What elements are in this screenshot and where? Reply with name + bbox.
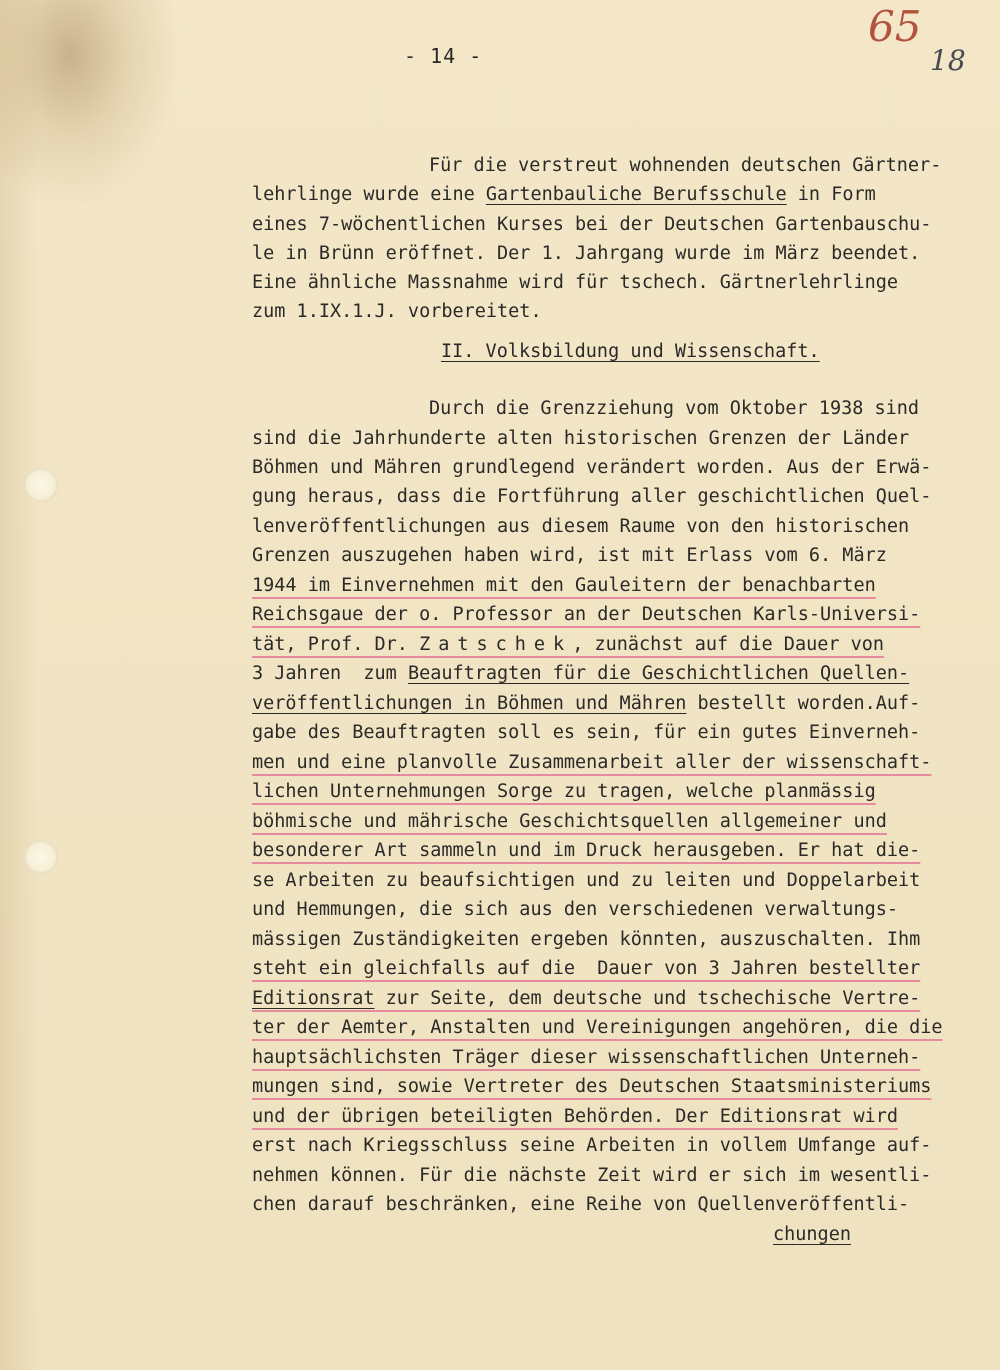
text-line: Für die verstreut wohnenden deutschen Gärtner-: [429, 155, 942, 176]
text-line: Eine ähnliche Massnahme wird für tschech. Gärtnerlehrlinge: [252, 272, 899, 293]
text-run: bestellt worden.Auf-: [686, 693, 921, 714]
text-line: gabe des Beauftragten soll es sein, für ein gutes Einverneh-: [252, 722, 921, 743]
text-line: Grenzen auszugehen haben wird, ist mit Erlass vom 6. März: [252, 545, 887, 566]
text-run: 3 Jahren zum: [252, 663, 408, 684]
text-line: [252, 665, 909, 684]
text-line: Böhmen und Mähren grundlegend verändert worden. Aus der Erwä-: [252, 457, 932, 478]
text-line: [252, 636, 884, 655]
text-line: erst nach Kriegsschluss seine Arbeiten in vollem Umfange auf-: [252, 1135, 932, 1156]
folio-number-red: 65: [868, 2, 922, 51]
text-line: mässigen Zuständigkeiten ergeben könnten, auszuschalten. Ihm: [252, 929, 921, 950]
text-line: nehmen können. Für die nächste Zeit wird er sich im wesentli-: [252, 1165, 932, 1186]
text-line: eines 7-wöchentlichen Kurses bei der Deutschen Gartenbauschu-: [252, 214, 932, 235]
text-line: gung heraus, dass die Fortführung aller geschichtlichen Quel-: [252, 486, 932, 507]
text-line: lichen Unternehmungen Sorge zu tragen, welche planmässig: [252, 781, 876, 802]
text-line: und Hemmungen, die sich aus den verschiedenen verwaltungs-: [252, 899, 899, 920]
text-line: mungen sind, sowie Vertreter des Deutschen Staatsministeriums: [252, 1076, 932, 1097]
text-line: chen darauf beschränken, eine Reihe von Quellenveröffentli-: [252, 1194, 910, 1215]
punch-hole: [24, 468, 58, 502]
text-line: [252, 186, 876, 205]
text-line: lenveröffentlichungen aus diesem Raume von den historischen: [252, 516, 910, 537]
text-line: le in Brünn eröffnet. Der 1. Jahrgang wurde im März beendet.: [252, 243, 921, 264]
spaced-name: Zatschek: [419, 634, 573, 655]
text-line: Durch die Grenzziehung vom Oktober 1938 sind: [429, 398, 920, 419]
text-line: und der übrigen beteiligten Behörden. Der Editionsrat wird: [252, 1106, 899, 1127]
text-line: steht ein gleichfalls auf die Dauer von 3 Jahren bestellter: [252, 958, 921, 979]
text-run: , zunächst auf die Dauer von: [572, 634, 885, 655]
text-line: se Arbeiten zu beaufsichtigen und zu leiten und Doppelarbeit: [252, 870, 921, 891]
section-heading: II. Volksbildung und Wissenschaft.: [441, 341, 820, 362]
text-run: lehrlinge wurde eine: [252, 184, 486, 205]
punch-hole: [24, 840, 58, 874]
text-line: Reichsgaue der o. Professor an der Deutschen Karls-Universi-: [252, 604, 921, 625]
text-line: besonderer Art sammeln und im Druck herausgeben. Er hat die-: [252, 840, 921, 861]
text-line: [252, 990, 920, 1009]
underlined-phrase: Gartenbauliche Berufsschule: [485, 184, 787, 205]
text-line: zum 1.IX.1.J. vorbereitet.: [252, 301, 542, 322]
folio-number-pencil: 18: [930, 44, 966, 77]
text-line: hauptsächlichsten Träger dieser wissenschaftlichen Unterneh-: [252, 1047, 921, 1068]
text-run: in Form: [786, 184, 876, 205]
catchword: chungen: [773, 1224, 851, 1245]
text-run: tät, Prof. Dr.: [252, 634, 420, 655]
text-line: sind die Jahrhunderte alten historischen Grenzen der Länder: [252, 428, 910, 449]
underlined-phrase: Beauftragten für die Geschichtlichen Quellen-: [407, 663, 910, 684]
text-line: [252, 695, 920, 714]
text-line: 1944 im Einvernehmen mit den Gauleitern der benachbarten: [252, 575, 876, 596]
page-number: - 14 -: [404, 44, 483, 68]
text-line: böhmische und mährische Geschichtsquellen allgemeiner und: [252, 811, 887, 832]
underlined-phrase: Editionsrat: [252, 988, 375, 1009]
underlined-phrase: veröffentlichungen in Böhmen und Mähren: [252, 693, 687, 714]
text-run: zur Seite, dem deutsche und tschechische Vertre-: [374, 988, 921, 1009]
text-line: men und eine planvolle Zusammenarbeit aller der wissenschaft-: [252, 752, 932, 773]
text-line: ter der Aemter, Anstalten und Vereinigungen angehören, die die: [252, 1017, 943, 1038]
